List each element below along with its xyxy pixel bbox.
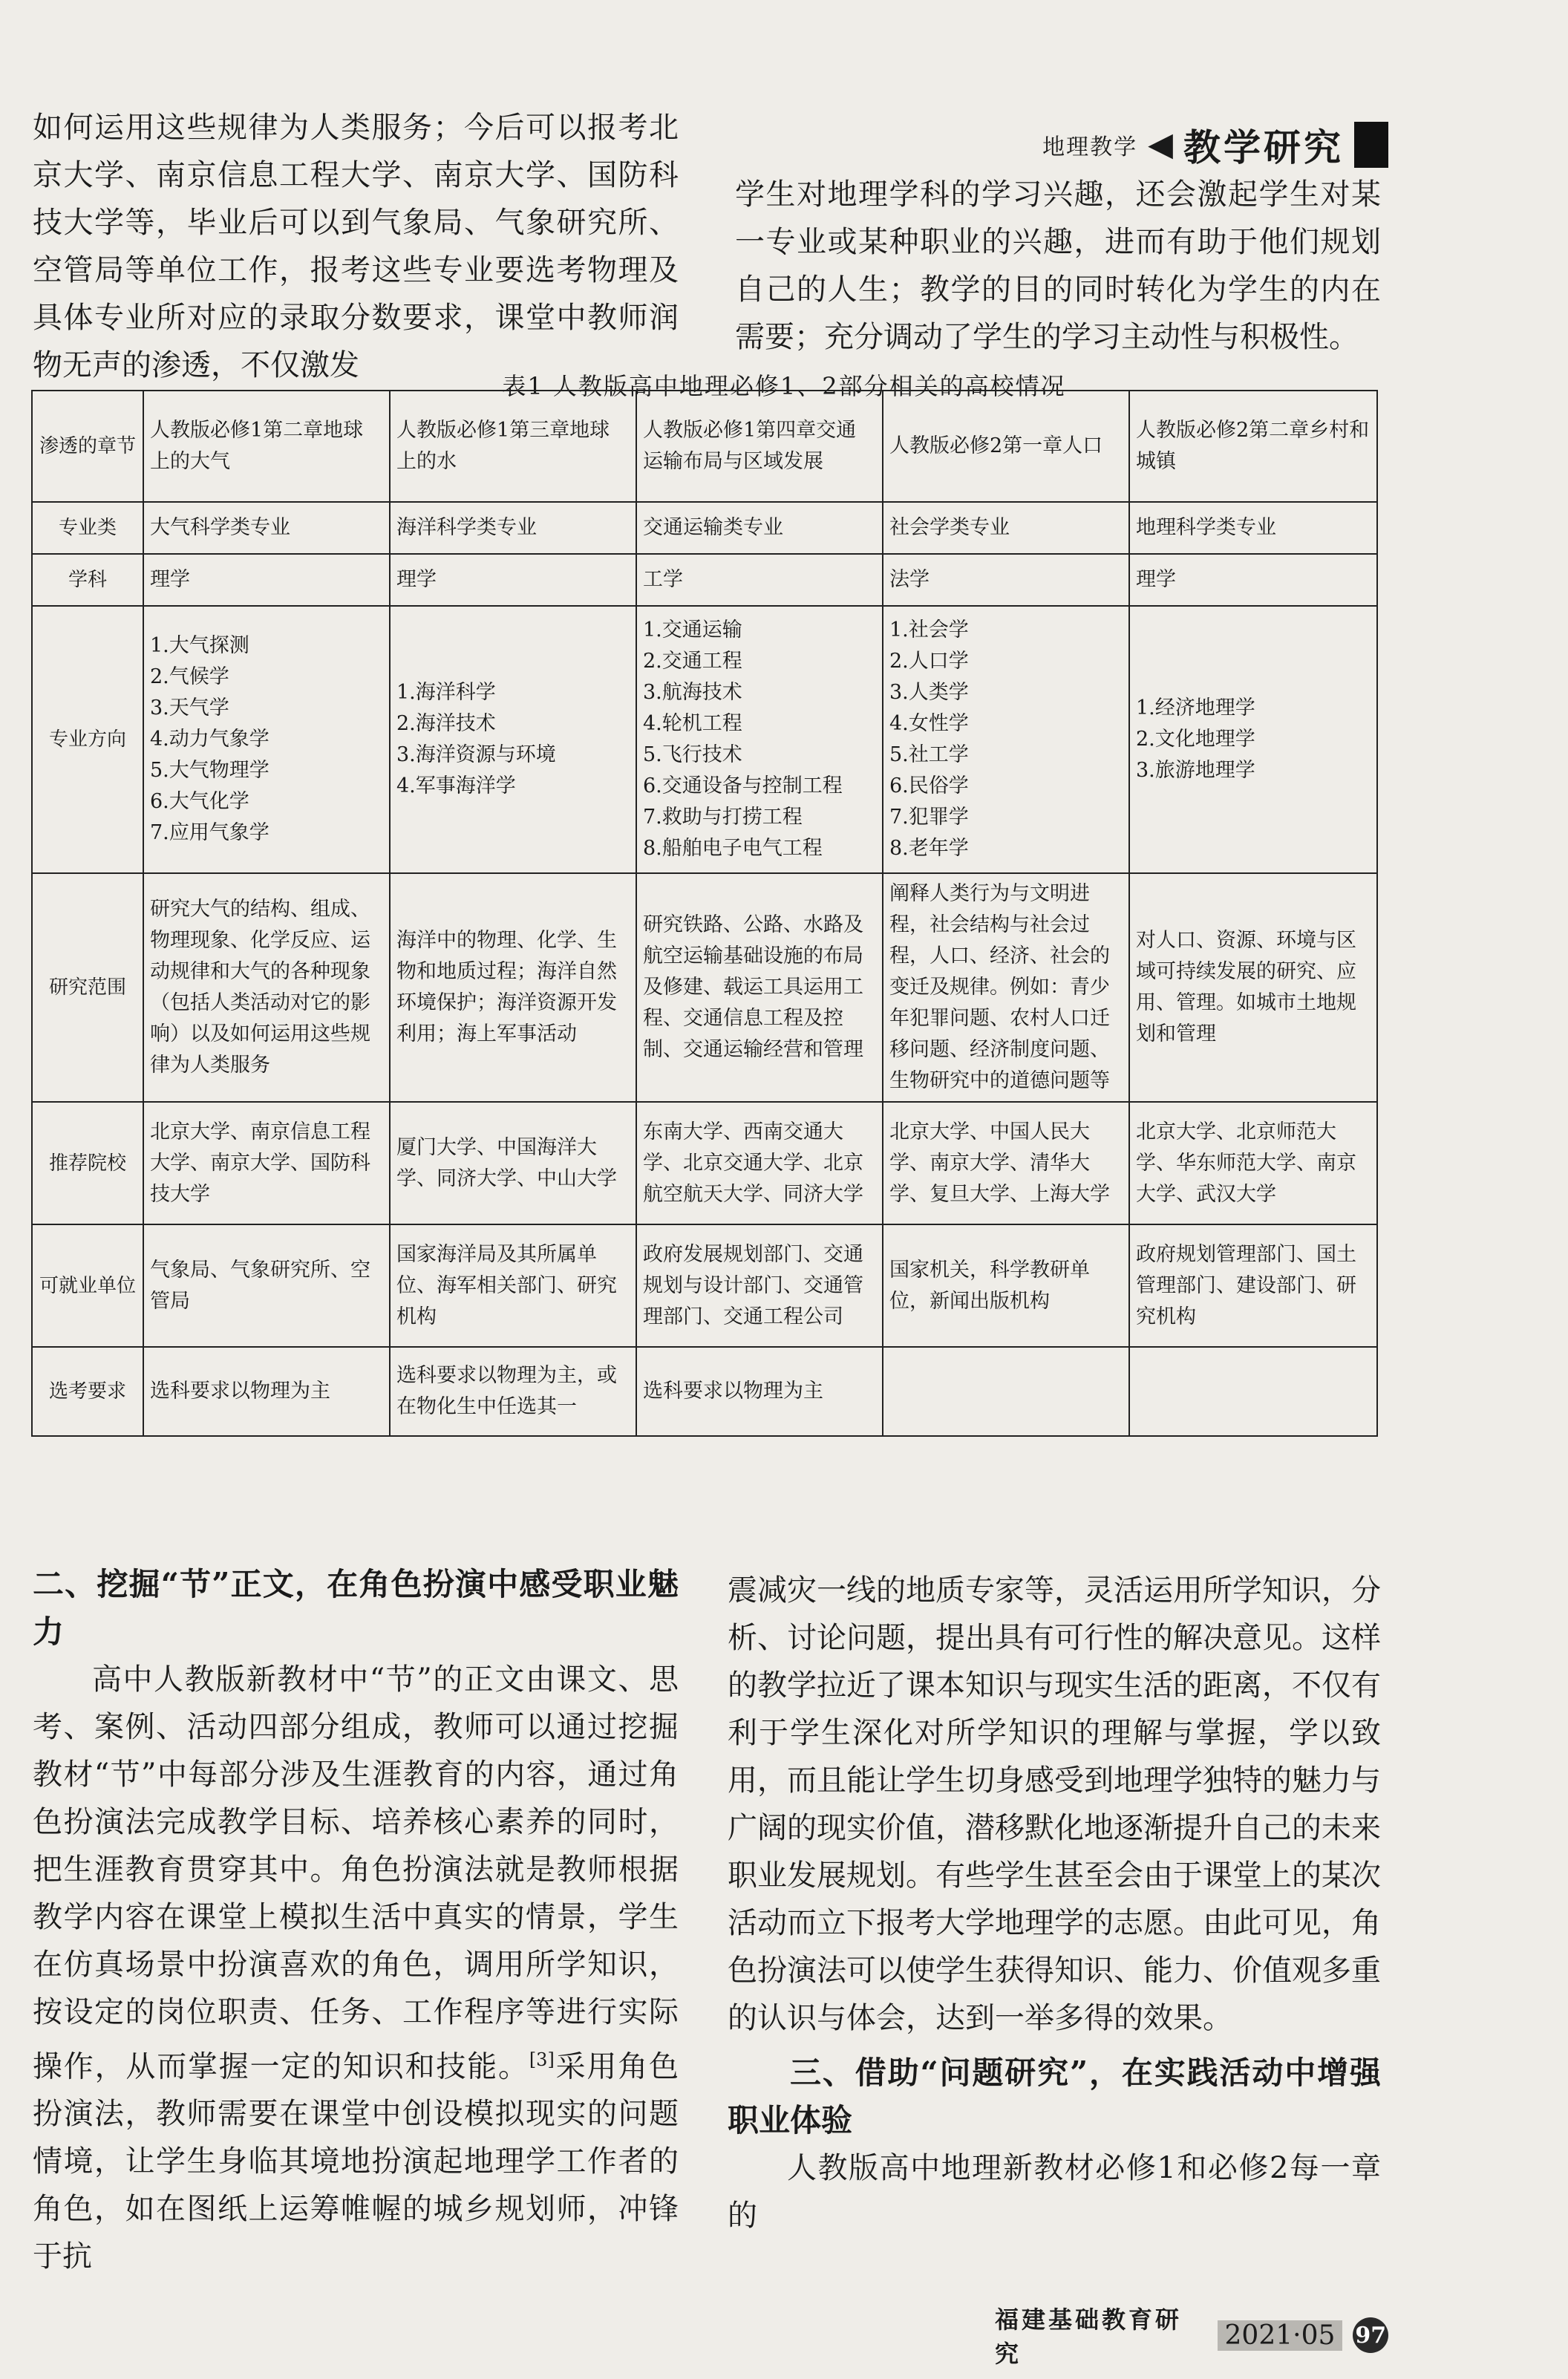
list-item: 4.军事海洋学 (396, 774, 516, 797)
page-number: 97 (1353, 2317, 1388, 2353)
table-cell (1129, 1347, 1377, 1436)
list-item: 8.老年学 (889, 837, 969, 860)
table-cell: 理学 (390, 554, 636, 606)
table-cell (883, 606, 1129, 873)
list-item: 3.海洋资源与环境 (396, 743, 556, 766)
table-cell: 地理科学类专业 (1129, 502, 1377, 554)
table-cell: 政府发展规划部门、交通规划与设计部门、交通管理部门、交通工程公司 (636, 1224, 883, 1347)
table-row (32, 1347, 1377, 1436)
table-cell: 大气科学类专业 (143, 502, 390, 554)
top-left-paragraph: 如何运用这些规律为人类服务；今后可以报考北京大学、南京信息工程大学、南京大学、国防科技大学等，毕业后可以到气象局、气象研究所、空管局等单位工作，报考这些专业要选考物理及具体专业所对应的录取分数要求，课堂中教师润物无声的渗透，不仅激发 (33, 111, 679, 382)
table-cell: 阐释人类行为与文明进程，社会结构与社会过程，人口、经济、社会的变迁及规律。例如：青少年犯罪问题、农村人口迁移问题、经济制度问题、生物研究中的道德问题等 (883, 873, 1129, 1102)
table-cell (1129, 606, 1377, 873)
list-item: 2.人口学 (889, 650, 969, 673)
table-row (32, 1224, 1377, 1347)
journal-name: 地理教学 (1042, 134, 1138, 160)
table-row (32, 502, 1377, 554)
table-cell: 研究铁路、公路、水路及航空运输基础设施的布局及修建、载运工具运用工程、交通信息工程及控制、交通运输经营和管理 (636, 873, 883, 1102)
left-arrow-icon: ◀ (1148, 125, 1173, 163)
table-cell: 理学 (1129, 554, 1377, 606)
list-item: 2.气候学 (150, 665, 229, 688)
table-cell: 研究大气的结构、组成、物理现象、化学反应、运动规律和大气的各种现象（包括人类活动对它的影响）以及如何运用这些规律为人类服务 (143, 873, 390, 1102)
list-item: 6.交通设备与控制工程 (643, 774, 843, 797)
table-cell: 社会学类专业 (883, 502, 1129, 554)
row-label: 研究范围 (32, 873, 143, 1102)
list-item: 1.大气探测 (150, 634, 249, 657)
body-paragraph: 震减灾一线的地质专家等，灵活运用所学知识，分析、讨论问题，提出具有可行性的解决意见。这样的教学拉近了课本知识与现实生活的距离，不仅有利于学生深化对所学知识的理解与掌握，学以致用，而且能让学生切身感受到地理学独特的魅力与广阔的现实价值，潜移默化地逐渐提升自己的未来职业发展规划。有些学生甚至会由于课堂上的某次活动而立下报考大学地理学的志愿。由此可见，角色扮演法可以使学生获得知识、能力、价值观多重的认识与体会，达到一举多得的效果。 (728, 1573, 1381, 2035)
table-caption: 表1 人教版高中地理必修1、2部分相关的高校情况 (502, 372, 1066, 400)
list-item: 2.文化地理学 (1136, 728, 1255, 751)
list-item: 7.救助与打捞工程 (643, 806, 803, 829)
row-label: 可就业单位 (32, 1224, 143, 1347)
page-header (987, 119, 1388, 171)
row-label: 学科 (32, 554, 143, 606)
list-item: 1.社会学 (889, 619, 969, 642)
list-item: 2.交通工程 (643, 650, 742, 673)
footer-journal-name: 福建基础教育研究 (995, 2305, 1183, 2368)
top-right-paragraph: 学生对地理学科的学习兴趣，还会激起学生对某一专业或某种职业的兴趣，进而有助于他们规划自己的人生；教学的目的同时转化为学生的内在需要；充分调动了学生的学习主动性与积极性。 (735, 177, 1381, 354)
chapter-header: 人教版必修1第二章地球上的大气 (143, 391, 390, 502)
table-cell (390, 606, 636, 873)
table-cell: 法学 (883, 554, 1129, 606)
list-item: 4.动力气象学 (150, 728, 270, 751)
list-item: 3.旅游地理学 (1136, 759, 1255, 782)
list-item: 3.天气学 (150, 696, 229, 719)
section-3-heading: 三、借助“问题研究”，在实践活动中增强职业体验 (728, 2055, 1381, 2138)
table-cell: 对人口、资源、环境与区域可持续发展的研究、应用、管理。如城市土地规划和管理 (1129, 873, 1377, 1102)
list-item: 5.社工学 (889, 743, 969, 766)
row-label: 选考要求 (32, 1347, 143, 1436)
list-item: 1.海洋科学 (396, 681, 496, 704)
table-header-row (32, 391, 1377, 502)
table-cell: 选科要求以物理为主 (636, 1347, 883, 1436)
table-cell: 北京大学、南京信息工程大学、南京大学、国防科技大学 (143, 1102, 390, 1224)
table-cell: 气象局、气象研究所、空管局 (143, 1224, 390, 1347)
list-item: 1.交通运输 (643, 619, 742, 642)
table-cell: 北京大学、北京师范大学、华东师范大学、南京大学、武汉大学 (1129, 1102, 1377, 1224)
list-item: 5.飞行技术 (643, 743, 742, 766)
list-item: 4.轮机工程 (643, 712, 742, 735)
section-2-column (33, 1561, 679, 2280)
table-cell: 理学 (143, 554, 390, 606)
table-cell: 国家机关，科学教研单位，新闻出版机构 (883, 1224, 1129, 1347)
section-2-heading: 二、挖掘“节”正文，在角色扮演中感受职业魅力 (33, 1566, 679, 1650)
table-cell: 海洋科学类专业 (390, 502, 636, 554)
table-cell: 选科要求以物理为主 (143, 1347, 390, 1436)
chapter-header: 人教版必修1第四章交通运输布局与区域发展 (636, 391, 883, 502)
list-item: 5.大气物理学 (150, 759, 270, 782)
table-cell (636, 606, 883, 873)
citation-ref: [3] (529, 2049, 555, 2070)
list-item: 2.海洋技术 (396, 712, 496, 735)
list-item: 3.航海技术 (643, 681, 742, 704)
table-row (32, 1102, 1377, 1224)
list-item: 1.经济地理学 (1136, 696, 1255, 719)
section-title: 教学研究 (1183, 125, 1344, 169)
table-cell: 国家海洋局及其所属单位、海军相关部门、研究机构 (390, 1224, 636, 1347)
issue-date: 2021·05 (1218, 2320, 1343, 2351)
row-label: 专业方向 (32, 606, 143, 873)
body-paragraph: 高中人教版新教材中“节”的正文由课文、思考、案例、活动四部分组成，教师可以通过挖掘教材“节”中每部分涉及生涯教育的内容，通过角色扮演法完成教学目标、培养核心素养的同时，把生涯教育贯穿其中。角色扮演法就是教师根据教学内容在课堂上模拟生活中真实的情景，学生在仿真场景中扮演喜欢的角色，调用所学知识，按设定的岗位职责、任务、工作程序等进行实际操作，从而掌握一定的知识和技能。[3]采用角色扮演法，教师需要在课堂中创设模拟现实的问题情境，让学生身临其境地扮演起地理学工作者的角色，如在图纸上运筹帷幄的城乡规划师，冲锋于抗 (33, 1662, 679, 2274)
page-footer (995, 2305, 1388, 2368)
chapter-header: 人教版必修2第一章人口 (883, 391, 1129, 502)
list-item: 6.民俗学 (889, 774, 969, 797)
table-row (32, 873, 1377, 1102)
right-bottom-column (728, 1567, 1381, 2239)
list-item: 3.人类学 (889, 681, 969, 704)
row-label: 专业类 (32, 502, 143, 554)
table-cell: 工学 (636, 554, 883, 606)
table-cell: 交通运输类专业 (636, 502, 883, 554)
body-paragraph: 人教版高中地理新教材必修1和必修2每一章的 (728, 2151, 1381, 2233)
header-block-icon (1354, 122, 1388, 168)
table-cell (883, 1347, 1129, 1436)
table-row (32, 554, 1377, 606)
list-item: 6.大气化学 (150, 790, 249, 813)
list-item: 7.犯罪学 (889, 806, 969, 829)
chapter-header: 人教版必修1第三章地球上的水 (390, 391, 636, 502)
list-item: 7.应用气象学 (150, 821, 270, 844)
table-cell: 选科要求以物理为主，或在物化生中任选其一 (390, 1347, 636, 1436)
row-label: 推荐院校 (32, 1102, 143, 1224)
table-cell: 北京大学、中国人民大学、南京大学、清华大学、复旦大学、上海大学 (883, 1102, 1129, 1224)
table-cell: 政府规划管理部门、国土管理部门、建设部门、研究机构 (1129, 1224, 1377, 1347)
table-cell: 东南大学、西南交通大学、北京交通大学、北京航空航天大学、同济大学 (636, 1102, 883, 1224)
list-item: 8.船舶电子电气工程 (643, 837, 823, 860)
university-table (31, 390, 1378, 1437)
chapter-header: 人教版必修2第二章乡村和城镇 (1129, 391, 1377, 502)
table-cell: 厦门大学、中国海洋大学、同济大学、中山大学 (390, 1102, 636, 1224)
table-row (32, 606, 1377, 873)
table-cell: 海洋中的物理、化学、生物和地质过程；海洋自然环境保护；海洋资源开发利用；海上军事活动 (390, 873, 636, 1102)
table-corner: 渗透的章节 (32, 391, 143, 502)
table-cell (143, 606, 390, 873)
list-item: 4.女性学 (889, 712, 969, 735)
